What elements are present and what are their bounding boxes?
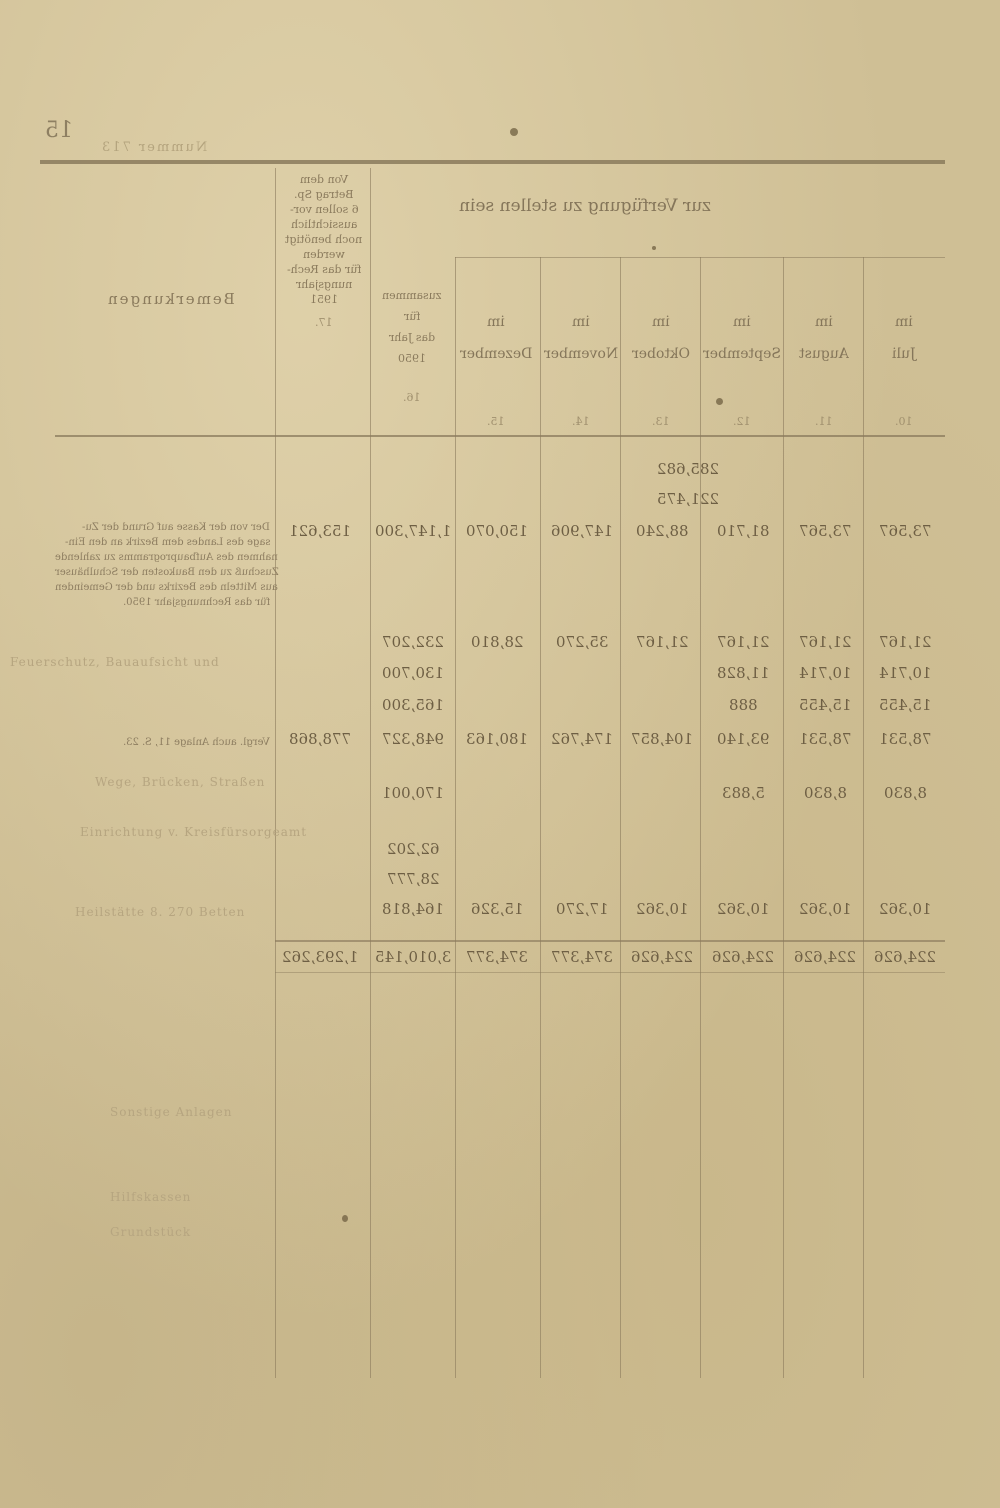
totals-rule-lower: [275, 972, 945, 973]
table-cell-total: 232,207: [381, 633, 445, 651]
remarks-header: Bemerkungen: [105, 290, 235, 308]
total-carryover: 1,293,262: [281, 948, 359, 966]
show-through-text: Feuerschutz, Bauaufsicht und: [10, 655, 220, 669]
column-header-carryover: Von dem Betrag Sp. 6 sollen vor- aussichtlich noch benötigt werden für das Rech- nungsjahr 1951 17.: [285, 173, 363, 329]
totals-row: [275, 948, 945, 972]
table-cell-carryover: 778,868: [288, 730, 352, 748]
table-cell-october: 21,167: [635, 633, 689, 651]
table-row: [275, 633, 945, 657]
month-header-december: im Dezember: [459, 314, 533, 362]
table-cell-october: 10,362: [635, 900, 689, 918]
show-through-text: Hilfskassen: [110, 1190, 192, 1204]
month-header-november: im November: [543, 314, 619, 362]
table-cell-august: 21,167: [798, 633, 852, 651]
table-row: [275, 696, 945, 720]
table-row: [275, 664, 945, 688]
column-number: 12.: [733, 415, 751, 428]
table-cell-july: 8,830: [883, 784, 927, 802]
table-cell-july: 10,362: [878, 900, 932, 918]
table-cell-august: 78,531: [798, 730, 852, 748]
table-cell-august: 8,830: [803, 784, 847, 802]
column-number: 11.: [815, 415, 833, 428]
table-cell-total: 130,700: [381, 664, 445, 682]
month-header-october: im Oktober: [632, 314, 690, 362]
ink-speck: [716, 398, 723, 405]
table-cell-total: 170,001: [381, 784, 445, 802]
table-cell-july: 21,167: [878, 633, 932, 651]
table-cell-october: 88,240: [635, 522, 689, 540]
show-through-text: Einrichtung v. Kreisfürsorgeamt: [80, 825, 308, 839]
table-row: [275, 490, 945, 514]
header-rule: [55, 435, 945, 437]
table-cell-november: 17,270: [555, 900, 609, 918]
table-cell-november: 174,762: [550, 730, 614, 748]
table-row: [275, 460, 945, 484]
table-row: [275, 840, 945, 864]
table-cell-july: 78,531: [878, 730, 932, 748]
table-cell-november: 147,906: [550, 522, 614, 540]
table-cell-total: 165,300: [381, 696, 445, 714]
month-header-july: im Juli: [892, 314, 916, 362]
column-number: 15.: [487, 415, 505, 428]
ink-speck: [510, 128, 518, 136]
total-august: 224,626: [793, 948, 857, 966]
table-cell-total: 285,682: [656, 460, 720, 478]
column-number: 13.: [652, 415, 670, 428]
running-head: Nummer 713: [100, 140, 208, 155]
table-cell-september: 81,710: [716, 522, 770, 540]
ink-speck: [342, 1215, 348, 1222]
total-year: 3,010,145: [374, 948, 452, 966]
top-rule: [40, 160, 945, 164]
table-cell-september: 21,167: [716, 633, 770, 651]
table-cell-carryover: 153,621: [288, 522, 352, 540]
total-november: 374,377: [550, 948, 614, 966]
table-row: [275, 784, 945, 808]
table-cell-july: 73,567: [878, 522, 932, 540]
column-divider: [275, 168, 276, 1378]
table-cell-september: 11,828: [716, 664, 770, 682]
table-cell-total: 62,202: [386, 840, 440, 858]
section-title: zur Verfügung zu stellen sein: [458, 196, 712, 216]
remark-note: Vergl. auch Anlage 11, S. 23.: [123, 737, 270, 748]
show-through-text: Grundstück: [110, 1225, 192, 1239]
table-cell-august: 15,455: [798, 696, 852, 714]
table-row: [275, 870, 945, 894]
table-cell-december: 28,810: [470, 633, 524, 651]
table-cell-october: 104,857: [630, 730, 694, 748]
table-cell-september: 93,140: [716, 730, 770, 748]
month-header-august: im August: [799, 314, 849, 362]
table-cell-september: 10,362: [716, 900, 770, 918]
table-cell-december: 150,070: [465, 522, 529, 540]
remark-note: Der von der Kasse auf Grund der Zu- sage des Landes dem Bezirk an den Ein- nahmen des Aufbauprogramms zu zahlende Zuschuß zu den Baukosten der Schulhäuser aus Mitteln des Bezirks und der Gemeinden für das Rechnungsjahr 1950.: [55, 522, 279, 608]
table-cell-total: 28,777: [386, 870, 440, 888]
column-number: 10.: [895, 415, 913, 428]
show-through-text: Sonstige Anlagen: [110, 1105, 233, 1119]
page-number: 15: [45, 118, 73, 143]
table-cell-august: 10,362: [798, 900, 852, 918]
table-cell-total: 948,327: [381, 730, 445, 748]
month-header-september: im September: [703, 314, 781, 362]
table-cell-july: 15,455: [878, 696, 932, 714]
table-cell-total: 1,147,300: [374, 522, 452, 540]
total-september: 224,626: [711, 948, 775, 966]
table-cell-august: 73,567: [798, 522, 852, 540]
table-cell-july: 10,714: [878, 664, 932, 682]
table-cell-total: 164,818: [381, 900, 445, 918]
table-row: [275, 900, 945, 924]
table-row: [275, 522, 945, 546]
column-header-total: zusammen für das Jahr 1950 16.: [382, 289, 442, 404]
table-cell-september: 888: [728, 696, 758, 714]
table-cell-december: 180,163: [465, 730, 529, 748]
ink-speck: [652, 246, 656, 250]
show-through-text: Heilstätte 8. 270 Betten: [75, 905, 246, 919]
table-cell-december: 15,326: [470, 900, 524, 918]
table-cell-total: 221,475: [656, 490, 720, 508]
column-number: 14.: [572, 415, 590, 428]
table-cell-november: 35,270: [555, 633, 609, 651]
table-cell-august: 10,714: [798, 664, 852, 682]
total-december: 374,377: [465, 948, 529, 966]
table-cell-september: 5,883: [721, 784, 765, 802]
show-through-text: Wege, Brücken, Straßen: [95, 775, 266, 789]
total-october: 224,626: [630, 948, 694, 966]
totals-rule: [275, 940, 945, 942]
table-row: [275, 730, 945, 754]
total-july: 224,626: [873, 948, 937, 966]
